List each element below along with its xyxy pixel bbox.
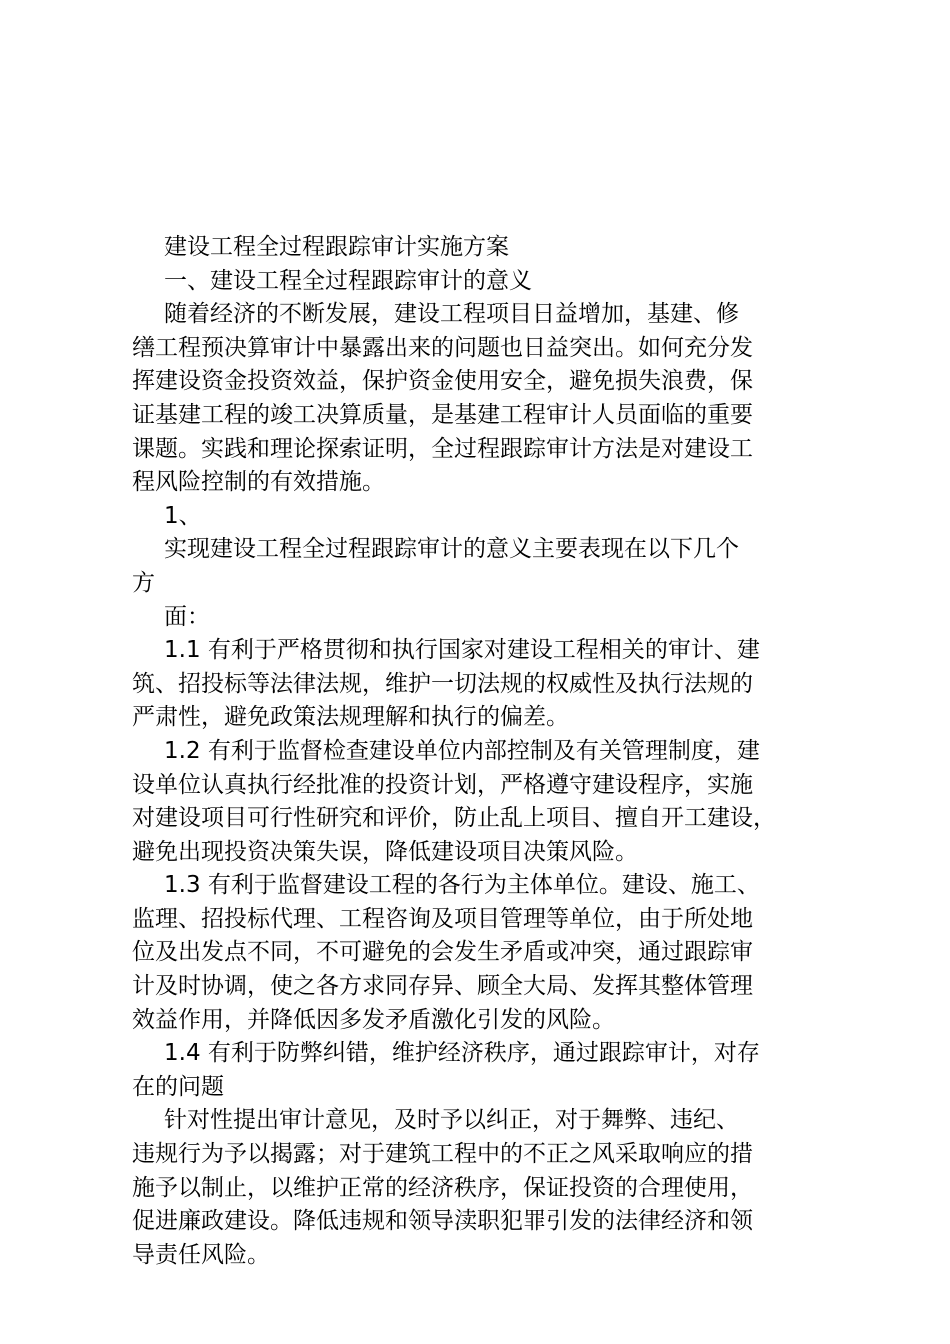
text-line: 程风险控制的有效措施。 [132, 469, 385, 496]
text-line: 在的问题 [132, 1073, 224, 1100]
text-line: 严肃性，避免政策法规理解和执行的偏差。 [132, 704, 569, 731]
text-line: 效益作用，并降低因多发矛盾激化引发的风险。 [132, 1006, 615, 1033]
text-line: 促进廉政建设。降低违规和领导渎职犯罪引发的法律经济和领 [132, 1208, 753, 1235]
text-line: 监理、招投标代理、工程咨询及项目管理等单位，由于所处地 [132, 905, 753, 932]
text-line: 面： [164, 603, 210, 630]
text-line: 缮工程预决算审计中暴露出来的问题也日益突出。如何充分发 [132, 334, 753, 361]
text-line: 挥建设资金投资效益，保护资金使用安全，避免损失浪费，保 [132, 368, 753, 395]
text-line: 施予以制止，以维护正常的经济秩序，保证投资的合理使用， [132, 1174, 753, 1201]
text-line: 位及出发点不同，不可避免的会发生矛盾或冲突，通过跟踪审 [132, 939, 753, 966]
text-line: 证基建工程的竣工决算质量，是基建工程审计人员面临的重要 [132, 401, 753, 428]
section-heading: 一、建设工程全过程跟踪审计的意义 [164, 267, 532, 294]
text-line: 方 [132, 569, 155, 596]
text-line: 避免出现投资决策失误，降低建设项目决策风险。 [132, 838, 638, 865]
text-line: 导责任风险。 [132, 1241, 270, 1268]
text-line: 设单位认真执行经批准的投资计划，严格遵守建设程序，实施 [132, 771, 753, 798]
document-title: 建设工程全过程跟踪审计实施方案 [164, 234, 509, 260]
text-line: 课题。实践和理论探索证明，全过程跟踪审计方法是对建设工 [132, 435, 753, 462]
text-line: 1.1 有利于严格贯彻和执行国家对建设工程相关的审计、建 [164, 637, 760, 664]
text-line: 随着经济的不断发展，建设工程项目日益增加，基建、修 [164, 301, 739, 328]
document-body [132, 231, 832, 1272]
text-line: 计及时协调，使之各方求同存异、顾全大局、发挥其整体管理 [132, 973, 753, 1000]
text-line: 1.2 有利于监督检查建设单位内部控制及有关管理制度，建 [164, 737, 760, 764]
text-line: 筑、招投标等法律法规，维护一切法规的权威性及执行法规的 [132, 670, 753, 697]
text-line: 1.3 有利于监督建设工程的各行为主体单位。建设、施工、 [164, 872, 760, 899]
text-line: 1、 [164, 502, 202, 529]
text-line: 1.4 有利于防弊纠错，维护经济秩序，通过跟踪审计，对存 [164, 1040, 760, 1067]
text-line: 对建设项目可行性研究和评价，防止乱上项目、擅自开工建设， [132, 805, 776, 832]
text-line: 违规行为予以揭露；对于建筑工程中的不正之风采取响应的措 [132, 1141, 753, 1168]
text-line: 针对性提出审计意见，及时予以纠正，对于舞弊、违纪、 [164, 1107, 739, 1134]
text-line: 实现建设工程全过程跟踪审计的意义主要表现在以下几个 [164, 536, 739, 563]
